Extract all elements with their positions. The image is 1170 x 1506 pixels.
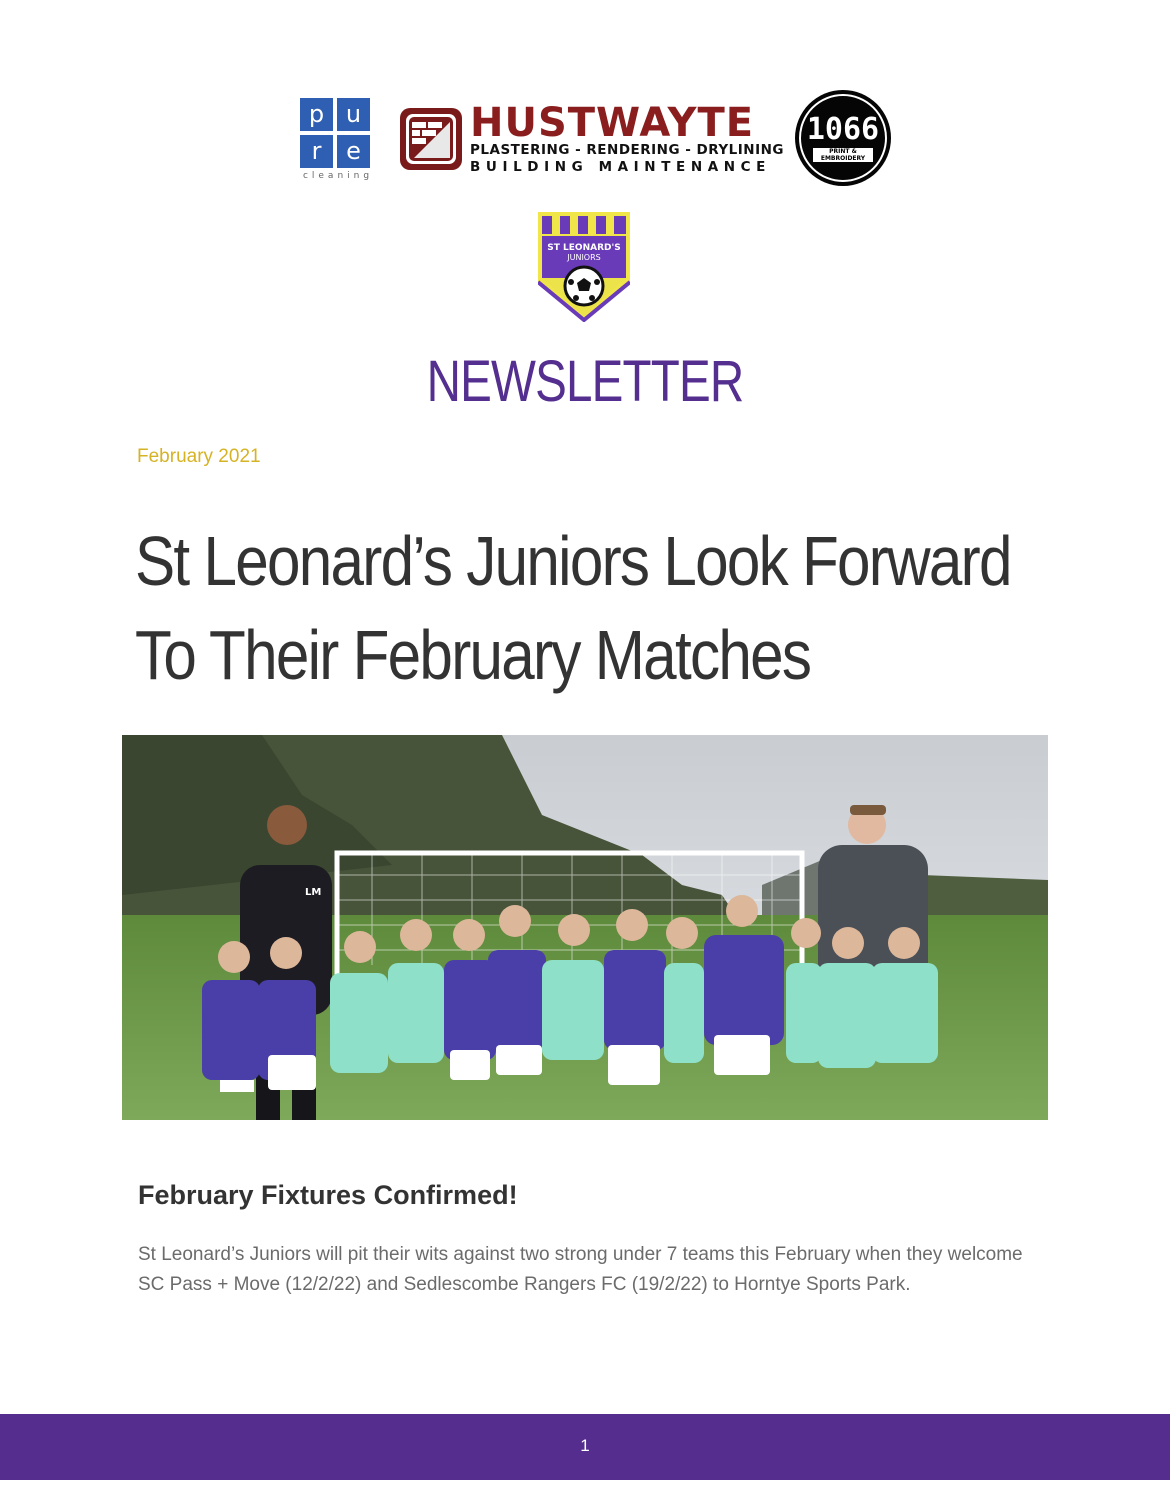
team-photo — [122, 735, 1048, 1120]
logo-1066 — [795, 90, 891, 186]
page-footer — [0, 1414, 1170, 1480]
logo-letter-e: e — [337, 135, 370, 168]
article-body: St Leonard’s Juniors will pit their wits against two strong under 7 teams this February when they welcome SC Pass + Move (12/2/22) and Sedlescombe Rangers FC (19/2/22) to Horntye Sports Park. — [138, 1244, 1023, 1295]
article-headline: St Leonard’s Juniors Look Forward To Their February Matches — [135, 522, 1011, 694]
logo-letter-p: p — [300, 98, 333, 131]
logo-1066-number: 1066 — [806, 112, 880, 147]
coach-badge: LM — [305, 887, 322, 898]
sponsor-logos — [0, 88, 1170, 193]
club-crest — [538, 212, 630, 322]
logo-letter-u: u — [337, 98, 370, 131]
crest-line1: ST LEONARD'S — [547, 243, 621, 253]
newsletter-masthead: NEWSLETTER — [426, 349, 744, 414]
pure-cleaning-logo — [300, 98, 376, 184]
page-number: 1 — [580, 1436, 590, 1455]
logo-letter-r: r — [300, 135, 333, 168]
hustwayte-logo — [400, 100, 785, 178]
hustwayte-maintenance: BUILDING MAINTENANCE — [470, 159, 771, 175]
logo-1066-tagline: PRINT & EMBROIDERY — [813, 148, 873, 162]
hustwayte-services: PLASTERING - RENDERING - DRYLINING — [470, 142, 785, 158]
crest-line2: JUNIORS — [567, 253, 601, 262]
article-subheading: February Fixtures Confirmed! — [138, 1180, 518, 1210]
brick-wall-icon — [400, 108, 462, 170]
hustwayte-name: HUSTWAYTE — [470, 100, 755, 146]
issue-date: February 2021 — [137, 446, 261, 467]
pure-cleaning-tagline: cleaning — [302, 171, 374, 181]
